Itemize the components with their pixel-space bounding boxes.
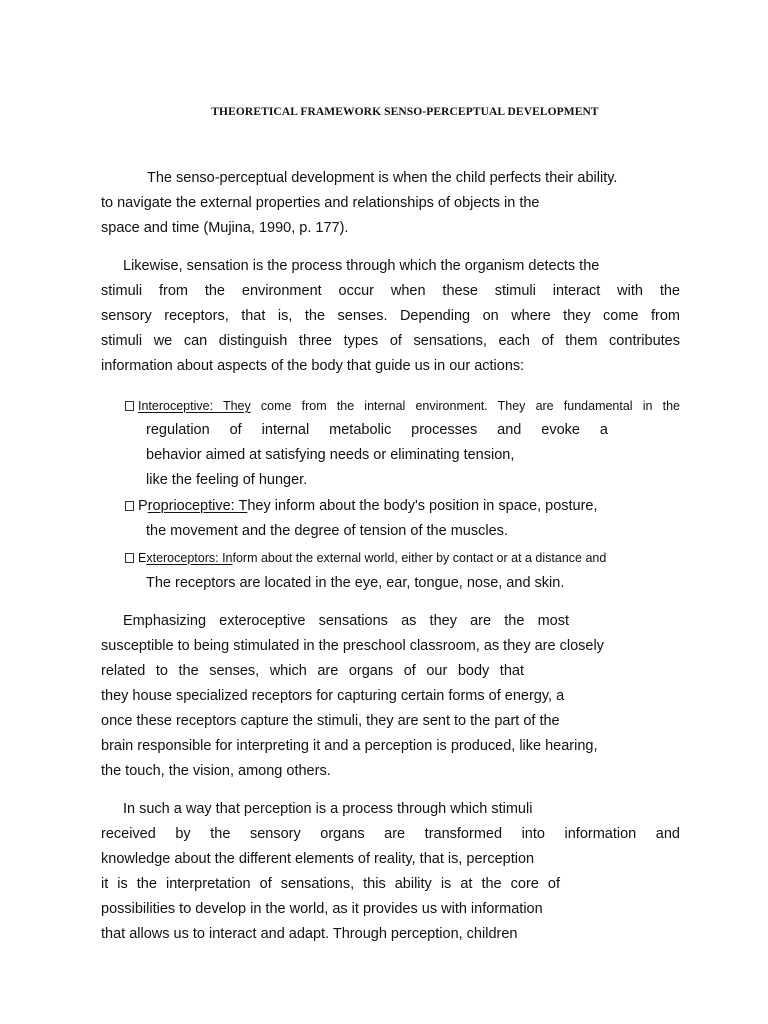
bullet-1-line-4: like the feeling of hunger. (146, 472, 308, 488)
bullet-term: xteroceptors: In (146, 551, 233, 565)
p3-line-2: susceptible to being stimulated in the preschool classroom, as they are closely (101, 638, 604, 654)
p2-line-1: Likewise, sensation is the process through which the organism detects the (123, 258, 600, 274)
p3-line-7: the touch, the vision, among others. (101, 763, 331, 779)
p4-line-4: it is the interpretation of sensations, this ability is at the core of (101, 876, 560, 892)
p1-line-2: to navigate the external properties and relationships of objects in the (101, 195, 540, 211)
p4-line-3: knowledge about the different elements of reality, that is, perception (101, 851, 535, 867)
p2-line-5: information about aspects of the body that guide us in our actions: (101, 358, 525, 374)
p3-line-6: brain responsible for interpreting it and a perception is produced, like hearing, (101, 738, 598, 754)
bullet-exteroceptors (125, 549, 680, 567)
bullet-initial: E (138, 551, 147, 565)
p4-line-1: In such a way that perception is a process through which stimuli (123, 801, 533, 817)
bullet-text: come from the internal environment. They are fundamental in the (250, 399, 680, 413)
bullet-box-icon (125, 401, 134, 411)
bullet-1-line-2: regulation of internal metabolic processes and evoke a (146, 422, 608, 438)
bullet-interoceptive (125, 397, 680, 415)
bullet-text: form about the external world, either by contact or at a distance and (232, 551, 607, 565)
bullet-3-line-2: The receptors are located in the eye, ear, tongue, nose, and skin. (146, 575, 565, 591)
p1-line-3: space and time (Mujina, 1990, p. 177). (101, 220, 349, 236)
bullet-text: hey inform about the body's position in space, posture, (247, 498, 598, 514)
p2-line-4: stimuli we can distinguish three types of sensations, each of them contributes (101, 333, 680, 349)
p4-line-5: possibilities to develop in the world, as it provides us with information (101, 901, 543, 917)
p2-line-3: sensory receptors, that is, the senses. Depending on where they come from (101, 308, 680, 324)
bullet-term: roprioceptive: T (147, 498, 248, 514)
p3-line-5: once these receptors capture the stimuli, they are sent to the part of the (101, 713, 560, 729)
p4-line-6: that allows us to interact and adapt. Through perception, children (101, 926, 518, 942)
p1-line-1: The senso-perceptual development is when the child perfects their ability. (147, 170, 618, 186)
p4-line-2: received by the sensory organs are transformed into information and (101, 826, 680, 842)
bullet-box-icon (125, 501, 134, 511)
p3-line-4: they house specialized receptors for capturing certain forms of energy, a (101, 688, 565, 704)
bullet-1-line-3: behavior aimed at satisfying needs or eliminating tension, (146, 447, 515, 463)
bullet-term: Interoceptive: They (138, 399, 251, 413)
bullet-initial: P (138, 498, 148, 514)
document-title: THEORETICAL FRAMEWORK SENSO-PERCEPTUAL DEVELOPMENT (211, 106, 599, 118)
bullet-2-line-2: the movement and the degree of tension of the muscles. (146, 523, 508, 539)
p3-line-1: Emphasizing exteroceptive sensations as they are the most (123, 613, 569, 629)
bullet-box-icon (125, 553, 134, 563)
p3-line-3: related to the senses, which are organs of our body that (101, 663, 524, 679)
bullet-proprioceptive (125, 497, 680, 515)
p2-line-2: stimuli from the environment occur when these stimuli interact with the (101, 283, 680, 299)
